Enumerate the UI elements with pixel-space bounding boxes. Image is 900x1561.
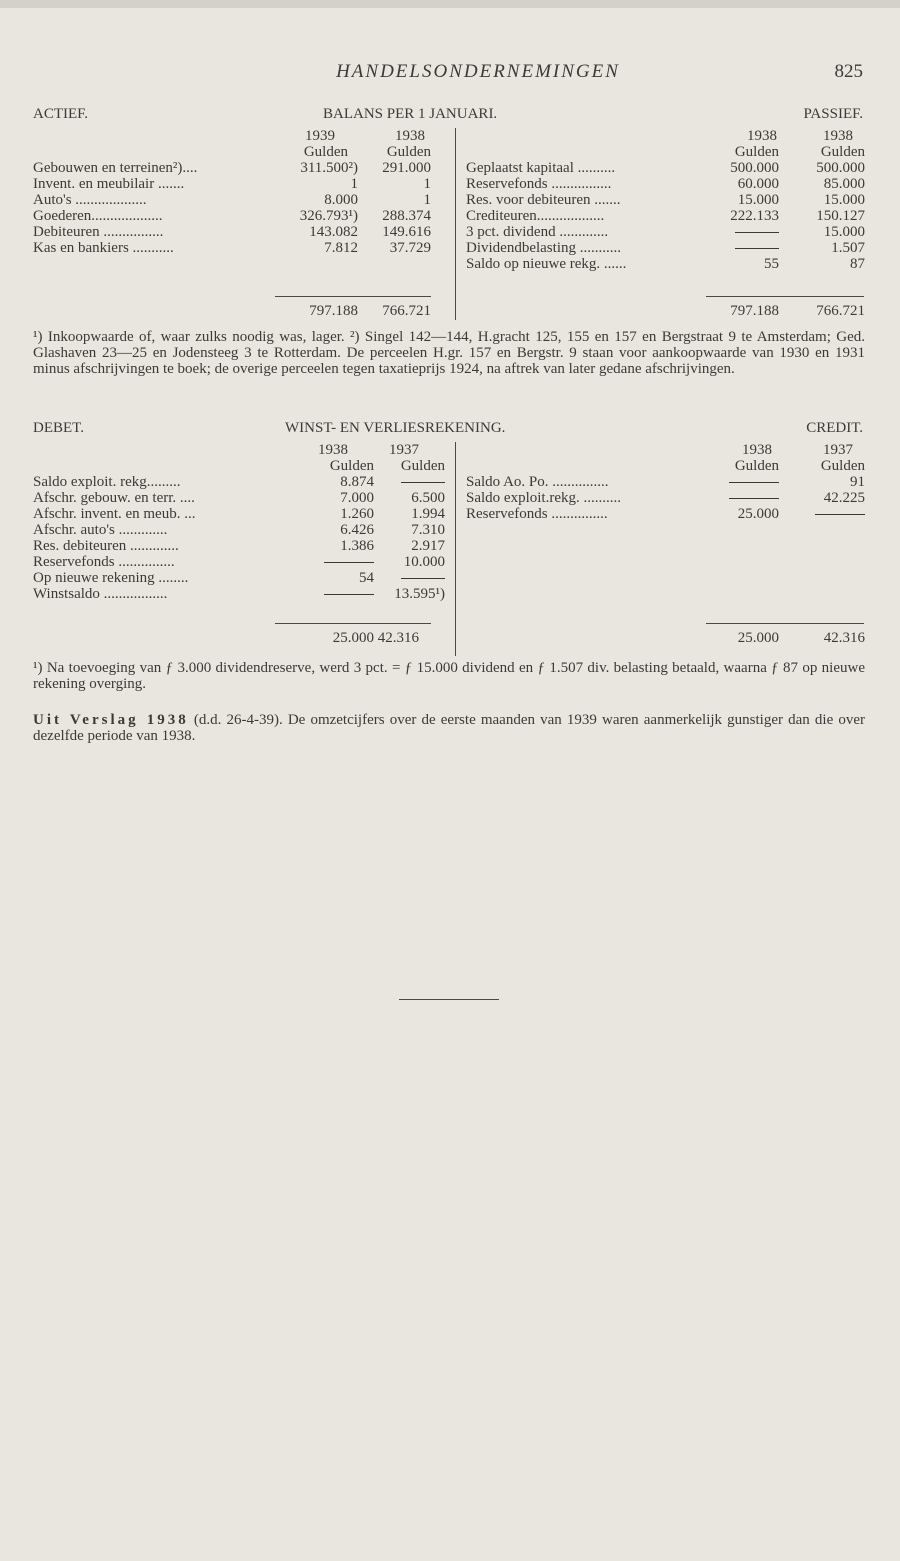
cell-a: 311.500²) (300, 160, 358, 176)
year-col-a: 1938 (318, 442, 348, 458)
table-row (466, 208, 865, 224)
unit-row (466, 144, 865, 160)
pl-right-caption: CREDIT. (806, 420, 863, 436)
total-col-b: 766.721 (382, 303, 431, 319)
row-label: Geplaatst kapitaal .......... (466, 160, 616, 176)
pl-credit (466, 442, 865, 522)
empty-dash (815, 514, 865, 515)
page-number: 825 (834, 61, 863, 82)
table-row (466, 176, 865, 192)
row-label: Invent. en meubilair ....... (33, 176, 185, 192)
year-row (33, 442, 445, 458)
cell-b: 15.000 (823, 192, 865, 208)
balance-right-caption: PASSIEF. (803, 106, 863, 122)
cell-a: 8.874 (340, 474, 374, 490)
cell-b: 91 (850, 474, 865, 490)
empty-dash (401, 578, 445, 579)
report-text: (d.d. 26-4-39). De omzetcijfers over de eerste maanden van 1939 waren aanmerkelijk gunstiger dan die over dezelfde periode van 1938. (33, 712, 865, 744)
row-label: Winstsaldo ................. (33, 586, 168, 602)
total-col-b: 42.316 (377, 630, 419, 646)
table-row (466, 256, 865, 272)
cell-a: 6.426 (340, 522, 374, 538)
cell-b: 500.000 (816, 160, 865, 176)
row-label: Saldo Ao. Po. ............... (466, 474, 609, 490)
table-row (33, 490, 445, 506)
unit-col-b: Gulden (820, 144, 865, 160)
total-col-b: 766.721 (816, 303, 865, 319)
cell-b: 15.000 (823, 224, 865, 240)
row-label: Saldo exploit. rekg......... (33, 474, 181, 490)
table-row (33, 240, 445, 256)
row-label: Gebouwen en terreinen²).... (33, 160, 198, 176)
cell-a: 8.000 (324, 192, 358, 208)
cell-b: 150.127 (816, 208, 865, 224)
cell-b: 7.310 (411, 522, 445, 538)
cell-a: 54 (359, 570, 374, 586)
cell-b: 1 (423, 192, 431, 208)
table-row (466, 490, 865, 506)
balance-title: BALANS PER 1 JANUARI. (323, 106, 498, 122)
cell-a: 326.793¹) (299, 208, 358, 224)
row-label: Afschr. gebouw. en terr. .... (33, 490, 195, 506)
unit-col-b: Gulden (400, 458, 445, 474)
empty-dash (401, 482, 445, 483)
table-row (466, 160, 865, 176)
cell-a: 7.812 (324, 240, 358, 256)
balance-footnote: ¹) Inkoopwaarde of, waar zulks noodig was, lager. ²) Singel 142—144, H.gracht 125, 155 en 157 en Bergstraat 9 te Amsterdam; Ged. Glashaven 23—25 en Jodensteeg 3 te Rotterdam. De perceelen H.gr. 157 en Bergstr. 9 staan voor aankoopwaarde van 1930 en 1931 minus afschrijvingen te boek; de overige perceelen tegen taxatieprijs 1924, na aftrek van later gedane afschrijvingen. (33, 329, 865, 377)
cell-b: 85.000 (823, 176, 865, 192)
pl-left-caption: DEBET. (33, 420, 84, 436)
year-col-b: 1938 (395, 128, 425, 144)
table-row (33, 570, 445, 586)
cell-a: 15.000 (737, 192, 779, 208)
pl-credit-total (466, 630, 865, 646)
empty-dash (324, 594, 374, 595)
table-row (33, 554, 445, 570)
table-row (33, 474, 445, 490)
row-label: Crediteuren.................. (466, 208, 605, 224)
cell-b: 1 (423, 176, 431, 192)
pl-footnote: ¹) Na toevoeging van ƒ 3.000 dividendreserve, werd 3 pct. = ƒ 15.000 dividend en ƒ 1.507 div. belasting betaald, waarna ƒ 87 op nieuwe rekening overging. (33, 660, 865, 692)
empty-dash (729, 482, 779, 483)
report-heading: Uit Verslag 1938 (33, 712, 189, 728)
table-row (33, 192, 445, 208)
row-label: 3 pct. dividend ............. (466, 224, 609, 240)
row-label: Afschr. auto's ............. (33, 522, 168, 538)
empty-dash (324, 562, 374, 563)
cell-b: 13.595¹) (394, 586, 445, 602)
row-label: Debiteuren ................ (33, 224, 164, 240)
year-col-b: 1937 (389, 442, 419, 458)
cell-b: 87 (850, 256, 865, 272)
table-row (466, 240, 865, 256)
balance-liabilities (466, 128, 865, 272)
row-label: Reservefonds ................ (466, 176, 612, 192)
cell-a: 60.000 (737, 176, 779, 192)
table-row (33, 160, 445, 176)
table-row (33, 522, 445, 538)
empty-dash (735, 248, 779, 249)
unit-col-a: Gulden (329, 458, 374, 474)
total-col-a: 25.000 (737, 630, 779, 646)
unit-col-b: Gulden (820, 458, 865, 474)
pl-divider (455, 442, 456, 656)
unit-col-a: Gulden (303, 144, 348, 160)
unit-row (33, 144, 445, 160)
empty-dash (729, 498, 779, 499)
year-col-a: 1938 (742, 442, 772, 458)
table-row (33, 176, 445, 192)
year-col-a: 1939 (305, 128, 335, 144)
cell-a: 222.133 (730, 208, 779, 224)
balance-left-caption: ACTIEF. (33, 106, 89, 122)
row-label: Kas en bankiers ........... (33, 240, 174, 256)
unit-col-a: Gulden (734, 144, 779, 160)
total-col-b: 42.316 (823, 630, 865, 646)
end-rule (399, 999, 499, 1000)
pl-captions (33, 420, 863, 438)
total-col-a: 797.188 (730, 303, 779, 319)
cell-b: 1.507 (831, 240, 865, 256)
row-label: Res. voor debiteuren ....... (466, 192, 621, 208)
row-label: Saldo op nieuwe rekg. ...... (466, 256, 627, 272)
balance-liabilities-total (466, 303, 865, 319)
report-paragraph (33, 712, 865, 744)
year-row (33, 128, 445, 144)
table-row (33, 506, 445, 522)
row-label: Goederen................... (33, 208, 163, 224)
cell-b: 291.000 (382, 160, 431, 176)
row-label: Dividendbelasting ........... (466, 240, 621, 256)
year-col-b: 1937 (823, 442, 853, 458)
total-col-a: 797.188 (309, 303, 358, 319)
cell-a: 500.000 (730, 160, 779, 176)
cell-a: 1.386 (340, 538, 374, 554)
table-row (466, 224, 865, 240)
balance-total-rule-left (275, 296, 431, 297)
pl-total-rule-right (706, 623, 864, 624)
pl-total-rule-left (275, 623, 431, 624)
row-label: Op nieuwe rekening ........ (33, 570, 189, 586)
table-row (33, 224, 445, 240)
year-col-b: 1938 (823, 128, 853, 144)
cell-a: 1.260 (340, 506, 374, 522)
pl-title: WINST- EN VERLIESREKENING. (285, 420, 506, 436)
cell-b: 288.374 (382, 208, 431, 224)
table-row (33, 538, 445, 554)
row-label: Auto's ................... (33, 192, 147, 208)
page-header (33, 63, 863, 85)
balance-divider (455, 128, 456, 320)
table-row (33, 208, 445, 224)
balance-assets (33, 128, 445, 256)
cell-b: 1.994 (411, 506, 445, 522)
unit-col-b: Gulden (386, 144, 431, 160)
year-col-a: 1938 (747, 128, 777, 144)
unit-row (466, 458, 865, 474)
table-row (33, 586, 445, 602)
cell-b: 42.225 (823, 490, 865, 506)
pl-debit-total (33, 630, 445, 646)
balance-captions (33, 106, 863, 124)
empty-dash (735, 232, 779, 233)
scan-edge (0, 0, 900, 8)
table-row (466, 192, 865, 208)
cell-b: 149.616 (382, 224, 431, 240)
row-label: Res. debiteuren ............. (33, 538, 179, 554)
total-col-a: 25.000 (332, 630, 374, 646)
cell-a: 7.000 (340, 490, 374, 506)
cell-b: 2.917 (411, 538, 445, 554)
year-row (466, 442, 865, 458)
cell-a: 143.082 (309, 224, 358, 240)
row-label: Afschr. invent. en meub. ... (33, 506, 196, 522)
cell-b: 10.000 (403, 554, 445, 570)
pl-debit (33, 442, 445, 602)
year-row (466, 128, 865, 144)
cell-a: 25.000 (737, 506, 779, 522)
cell-a: 55 (764, 256, 779, 272)
unit-col-a: Gulden (734, 458, 779, 474)
table-row (466, 506, 865, 522)
balance-assets-total (33, 303, 445, 319)
table-row (466, 474, 865, 490)
unit-row (33, 458, 445, 474)
row-label: Reservefonds ............... (33, 554, 175, 570)
row-label: Saldo exploit.rekg. .......... (466, 490, 621, 506)
cell-a: 1 (350, 176, 358, 192)
cell-b: 37.729 (389, 240, 431, 256)
row-label: Reservefonds ............... (466, 506, 608, 522)
balance-total-rule-right (706, 296, 864, 297)
running-title: HANDELSONDERNEMINGEN (336, 61, 620, 82)
cell-b: 6.500 (411, 490, 445, 506)
